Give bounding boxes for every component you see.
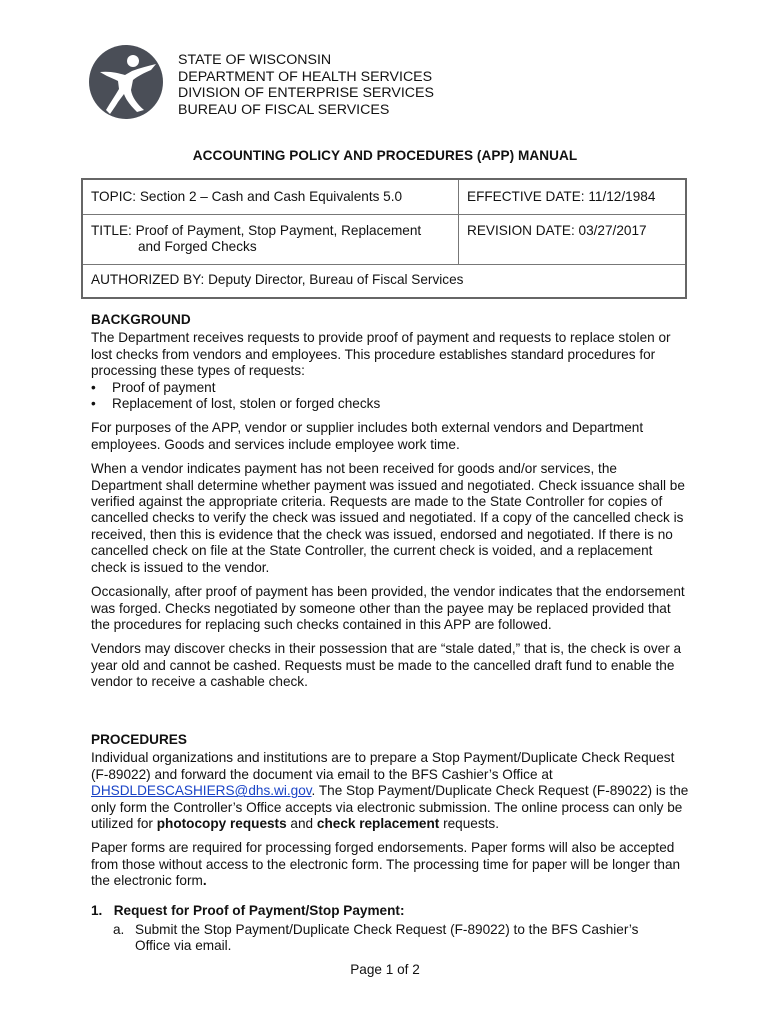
item-1-number: 1. — [91, 903, 103, 918]
title-line-1: TITLE: Proof of Payment, Stop Payment, Replacement — [91, 223, 422, 238]
procedures-paragraph-2 — [91, 840, 691, 889]
org-line-department: DEPARTMENT OF HEALTH SERVICES — [178, 68, 433, 85]
background-intro: The Department receives requests to provide proof of payment and requests to replace stolen or lost checks from vendors and employees. This procedure establishes standard procedures for processing these types of requests: — [91, 330, 671, 379]
bullet-item — [91, 380, 691, 396]
info-row-authorized — [83, 265, 685, 297]
bullet-icon: • — [91, 396, 96, 412]
page-number: Page 1 of 2 — [350, 962, 420, 977]
procedures-p1-end: requests. — [439, 816, 500, 832]
dhs-logo-icon — [88, 44, 164, 120]
procedures-p1-and: and — [286, 816, 317, 832]
bullet-text: Proof of payment — [112, 379, 216, 395]
info-table — [81, 178, 687, 299]
background-heading: BACKGROUND — [91, 312, 191, 327]
procedures-p2-text: Paper forms are required for processing forged endorsements. Paper forms will also be accepted from those without access to the electronic form. The processing time for paper will be longer than the electronic form — [91, 840, 681, 889]
org-line-bureau: BUREAU OF FISCAL SERVICES — [178, 101, 390, 118]
organization-block — [178, 52, 434, 118]
bullet-icon: • — [91, 379, 96, 395]
bullet-text: Replacement of lost, stolen or forged checks — [112, 396, 381, 412]
org-line-division: DIVISION OF ENTERPRISE SERVICES — [178, 85, 434, 102]
procedures-section — [91, 732, 691, 890]
procedure-item-1 — [91, 903, 404, 919]
procedures-p2-period: . — [202, 873, 207, 889]
org-line-state: STATE OF WISCONSIN — [178, 52, 332, 68]
cashier-email-link[interactable]: DHSDLDESCASHIERS@dhs.wi.gov — [91, 783, 312, 799]
procedures-p1-part2: . The Stop Payment/Duplicate Check Request (F-89022) is the only form the Controller’s Office accepts via electronic submission. The online process can only be utilized for — [91, 783, 689, 832]
background-paragraph-5: Vendors may discover checks in their possession that are “stale dated,” that is, the check is over a year old and cannot be cashed. Requests must be made to the cancelled draft fund to enable the vendor to receive a cashable check. — [91, 641, 682, 690]
background-paragraph-4: Occasionally, after proof of payment has been provided, the vendor indicates that the endorsement was forged. Checks negotiated by someone other than the payee may be replaced provided that the procedures for replacing such checks contained in this APP are followed. — [91, 584, 685, 632]
item-1a-label: a. — [113, 922, 125, 937]
authorized-by-cell: AUTHORIZED BY: Deputy Director, Bureau of Fiscal Services — [91, 272, 464, 287]
item-1-title: Request for Proof of Payment/Stop Payment: — [113, 903, 405, 918]
procedures-p1-part1: Individual organizations and institutions are to prepare a Stop Payment/Duplicate Check Request (F-89022) and forward the document via email to the BFS Cashier’s Office at — [91, 750, 675, 782]
background-section — [91, 312, 691, 691]
title-cell — [83, 215, 459, 264]
topic-cell: TOPIC: Section 2 – Cash and Cash Equivalents 5.0 — [83, 180, 459, 214]
background-paragraph-2: For purposes of the APP, vendor or supplier includes both external vendors and Department employees. Goods and services include employee work time. — [91, 420, 644, 452]
manual-title: ACCOUNTING POLICY AND PROCEDURES (APP) MANUAL — [192, 148, 578, 163]
procedures-paragraph-1 — [91, 750, 691, 832]
info-row-title — [83, 215, 685, 265]
bullet-item — [91, 396, 691, 412]
procedure-item-1a — [113, 922, 673, 955]
item-1a-text: Submit the Stop Payment/Duplicate Check Request (F-89022) to the BFS Cashier’s Office via email. — [135, 922, 639, 954]
info-row-topic — [83, 180, 685, 215]
background-paragraph-3: When a vendor indicates payment has not been received for goods and/or services, the Department shall determine whether payment was issued and negotiated. Check issuance shall be verified against the appropriate criteria. Requests are made to the State Controller for copies of cancelled checks to verify the check was issued and negotiated. If a copy of the cancelled check is received, then this is evidence that the check was issued, endorsed and negotiated. If there is no cancelled check on file at the State Controller, the current check is voided, and a replacement check is issued to the vendor. — [91, 461, 685, 575]
procedures-heading: PROCEDURES — [91, 732, 187, 747]
check-replacement-bold: check replacement — [316, 816, 440, 832]
background-bullets — [91, 380, 691, 413]
title-line-2: and Forged Checks — [138, 239, 257, 255]
photocopy-requests-bold: photocopy requests — [156, 816, 287, 832]
revision-date-cell: REVISION DATE: 03/27/2017 — [467, 223, 647, 238]
effective-date-cell: EFFECTIVE DATE: 11/12/1984 — [467, 189, 656, 204]
